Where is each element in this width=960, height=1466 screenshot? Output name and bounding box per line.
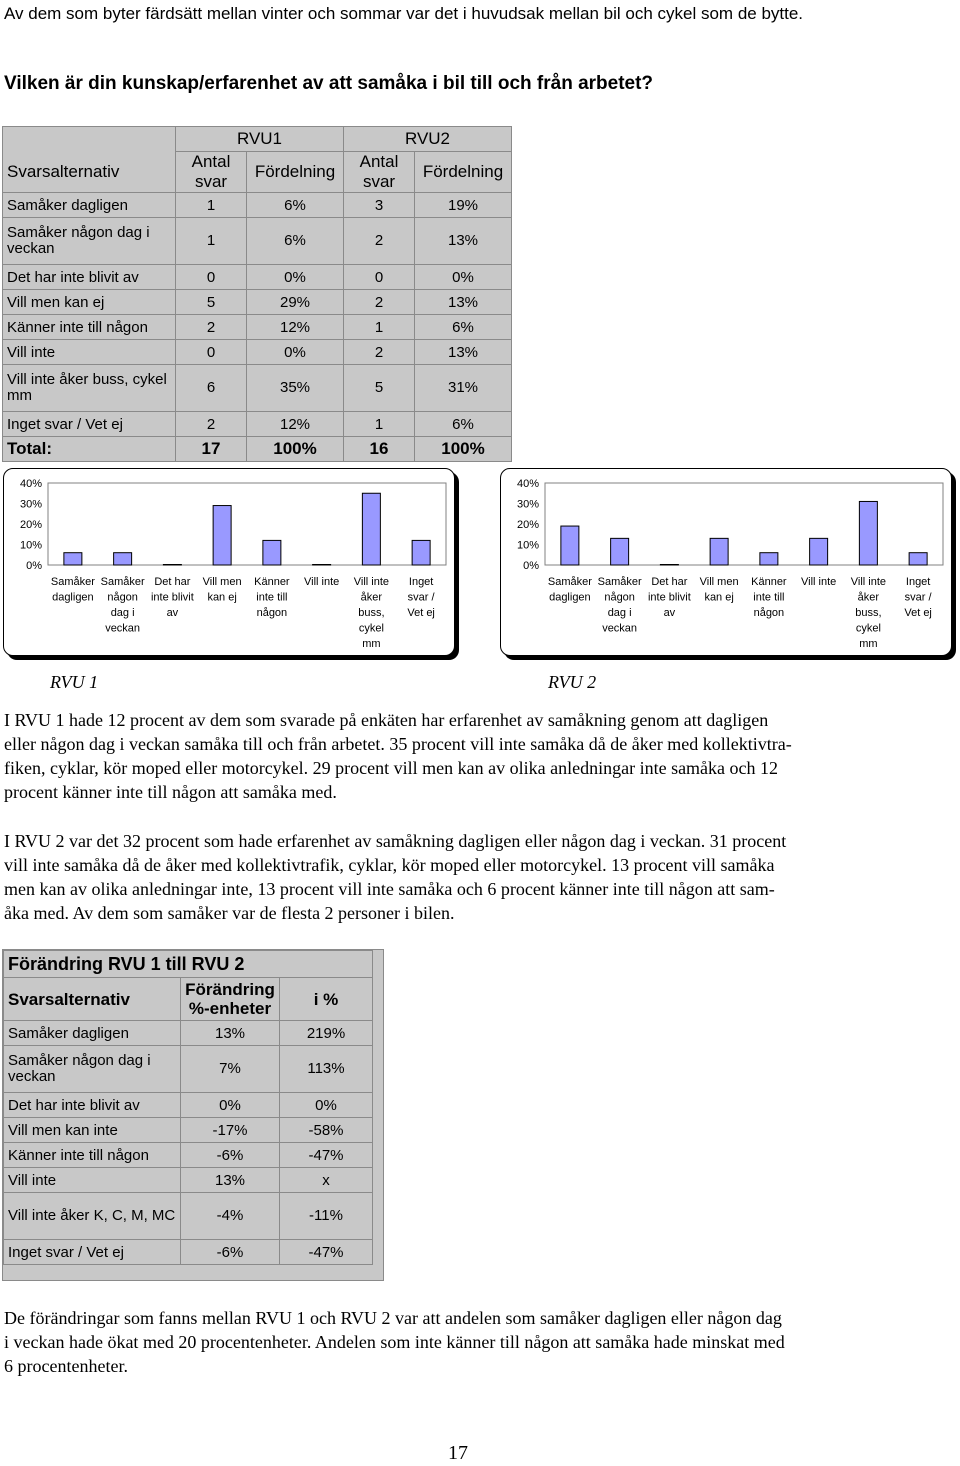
cell-dist-rvu1: 35% bbox=[247, 365, 344, 412]
bar bbox=[760, 553, 778, 565]
cell-count-rvu2: 1 bbox=[344, 412, 415, 437]
y-tick-label: 0% bbox=[523, 560, 539, 572]
bar bbox=[263, 540, 281, 565]
cell-count-rvu2: 0 bbox=[344, 265, 415, 290]
table-row bbox=[4, 1240, 373, 1265]
cell-change: 13% bbox=[181, 1021, 280, 1046]
x-tick-label: Samåker någon dag i veckan bbox=[100, 576, 145, 635]
change-table bbox=[3, 950, 373, 1265]
cell-dist-rvu1: 6% bbox=[247, 218, 344, 265]
change-col-change bbox=[181, 978, 280, 1021]
bar bbox=[213, 506, 231, 565]
cell-dist-rvu2: 6% bbox=[415, 315, 512, 340]
table1-col-dist-rvu2: Fördelning bbox=[415, 152, 512, 193]
cell-count-rvu1: 2 bbox=[176, 315, 247, 340]
cell-count-rvu1: 1 bbox=[176, 193, 247, 218]
chart-rvu1 bbox=[3, 468, 455, 656]
cell-change: 7% bbox=[181, 1046, 280, 1093]
bar bbox=[313, 565, 331, 566]
cell-pct: 0% bbox=[280, 1093, 373, 1118]
total-dist-rvu1: 100% bbox=[247, 437, 344, 462]
table1-corner bbox=[3, 127, 176, 152]
row-label: Samåker någon dag i veckan bbox=[4, 1046, 181, 1093]
row-label: Vill inte åker buss, cykel mm bbox=[3, 365, 176, 412]
paragraph-line: åka med. Av dem som samåker var de flesta 2 personer i bilen. bbox=[4, 903, 455, 923]
paragraph-line: procent känner inte till någon att samåka med. bbox=[4, 782, 337, 802]
cell-change: -17% bbox=[181, 1118, 280, 1143]
x-tick-label: Känner inte till någon bbox=[751, 576, 787, 619]
cell-dist-rvu2: 6% bbox=[415, 412, 512, 437]
cell-dist-rvu2: 13% bbox=[415, 340, 512, 365]
change-table-title: Förändring RVU 1 till RVU 2 bbox=[4, 951, 373, 978]
row-label: Samåker dagligen bbox=[3, 193, 176, 218]
y-tick-label: 0% bbox=[26, 560, 42, 572]
total-label: Total: bbox=[3, 437, 176, 462]
cell-dist-rvu1: 12% bbox=[247, 412, 344, 437]
chart-caption-rvu2: RVU 2 bbox=[548, 672, 597, 692]
cell-change: -6% bbox=[181, 1240, 280, 1265]
cell-pct: -47% bbox=[280, 1240, 373, 1265]
table-row bbox=[4, 1118, 373, 1143]
table1-col-count-rvu1: Antal svar bbox=[176, 152, 247, 193]
table-row bbox=[4, 1093, 373, 1118]
x-tick-label: Vill inte bbox=[303, 576, 340, 588]
x-tick-label: Vill men kan ej bbox=[202, 576, 242, 604]
bar bbox=[660, 565, 678, 566]
cell-dist-rvu2: 13% bbox=[415, 290, 512, 315]
total-count-rvu2: 16 bbox=[344, 437, 415, 462]
cell-count-rvu1: 2 bbox=[176, 412, 247, 437]
table1-col-dist-rvu1: Fördelning bbox=[247, 152, 344, 193]
y-tick-label: 30% bbox=[19, 498, 42, 511]
y-tick-label: 20% bbox=[516, 519, 539, 531]
table-row bbox=[3, 193, 512, 218]
cell-pct: -11% bbox=[280, 1193, 373, 1240]
table-row bbox=[3, 340, 512, 365]
cell-dist-rvu2: 31% bbox=[415, 365, 512, 412]
bar bbox=[362, 493, 380, 565]
y-tick-label: 10% bbox=[19, 539, 42, 552]
table-row bbox=[4, 1193, 373, 1240]
change-col-change-line2: %-enheter bbox=[188, 999, 272, 1018]
table-row bbox=[3, 412, 512, 437]
paragraph-line: fiken, cyklar, kör moped eller motorcykel. 29 procent vill men kan av olika anledningar inte samåka och 12 bbox=[4, 758, 779, 778]
row-label: Inget svar / Vet ej bbox=[3, 412, 176, 437]
cell-count-rvu2: 3 bbox=[344, 193, 415, 218]
plot-area bbox=[48, 483, 446, 565]
table-row bbox=[4, 1168, 373, 1193]
paragraph-line: i veckan hade ökat med 20 procentenheter. Andelen som inte känner till någon att samåka hade minskat med bbox=[4, 1332, 785, 1352]
row-label: Vill inte åker K, C, M, MC bbox=[4, 1193, 181, 1240]
bar bbox=[114, 553, 132, 565]
y-tick-label: 40% bbox=[516, 478, 539, 490]
cell-count-rvu1: 0 bbox=[176, 265, 247, 290]
x-tick-label: Vill inte åker buss, cykel mm bbox=[850, 576, 887, 650]
cell-dist-rvu2: 13% bbox=[415, 218, 512, 265]
cell-count-rvu1: 6 bbox=[176, 365, 247, 412]
cell-count-rvu2: 2 bbox=[344, 218, 415, 265]
paragraph-line: vill inte samåka då de åker med kollektivtrafik, cyklar, kör moped eller motorcykel. 13 procent vill samåka bbox=[4, 855, 775, 875]
x-tick-label: Vill inte bbox=[800, 576, 837, 588]
paragraph-rvu1 bbox=[4, 708, 944, 804]
bar bbox=[909, 553, 927, 565]
table-row bbox=[3, 218, 512, 265]
table1-col-count-rvu2: Antal svar bbox=[344, 152, 415, 193]
table-row bbox=[3, 315, 512, 340]
cell-count-rvu1: 5 bbox=[176, 290, 247, 315]
bar bbox=[163, 565, 181, 566]
cell-pct: 219% bbox=[280, 1021, 373, 1046]
chart-rvu2 bbox=[500, 468, 952, 656]
cell-dist-rvu2: 19% bbox=[415, 193, 512, 218]
table-row bbox=[3, 365, 512, 412]
bar-chart-rvu1 bbox=[4, 469, 454, 655]
change-col-change-line1: Förändring bbox=[185, 980, 275, 999]
table-row bbox=[4, 1046, 373, 1093]
x-tick-label: Inget svar / Vet ej bbox=[904, 576, 932, 619]
cell-count-rvu1: 0 bbox=[176, 340, 247, 365]
cell-dist-rvu1: 0% bbox=[247, 265, 344, 290]
cell-pct: 113% bbox=[280, 1046, 373, 1093]
paragraph-rvu2 bbox=[4, 829, 944, 925]
row-label: Inget svar / Vet ej bbox=[4, 1240, 181, 1265]
cell-count-rvu2: 5 bbox=[344, 365, 415, 412]
cell-count-rvu2: 2 bbox=[344, 290, 415, 315]
x-tick-label: Det har inte blivit av bbox=[647, 576, 691, 619]
y-tick-label: 10% bbox=[516, 539, 539, 552]
question-heading: Vilken är din kunskap/erfarenhet av att samåka i bil till och från arbetet? bbox=[4, 73, 654, 94]
cell-dist-rvu2: 0% bbox=[415, 265, 512, 290]
intro-text: Av dem som byter färdsätt mellan vinter och sommar var det i huvudsak mellan bil och cykel som de bytte. bbox=[4, 4, 804, 23]
plot-area bbox=[545, 483, 943, 565]
cell-change: 13% bbox=[181, 1168, 280, 1193]
cell-pct: x bbox=[280, 1168, 373, 1193]
x-tick-label: Det har inte blivit av bbox=[150, 576, 194, 619]
row-label: Det har inte blivit av bbox=[3, 265, 176, 290]
paragraph-line: I RVU 1 hade 12 procent av dem som svarade på enkäten har erfarenhet av samåkning genom att dagligen bbox=[4, 710, 769, 730]
change-col-pct: i % bbox=[280, 978, 373, 1021]
row-label: Känner inte till någon bbox=[4, 1143, 181, 1168]
x-tick-label: Vill inte åker buss, cykel mm bbox=[353, 576, 390, 650]
cell-count-rvu2: 2 bbox=[344, 340, 415, 365]
y-tick-label: 30% bbox=[516, 498, 539, 511]
row-label: Vill inte bbox=[3, 340, 176, 365]
survey-results-table bbox=[2, 126, 512, 462]
total-count-rvu1: 17 bbox=[176, 437, 247, 462]
y-tick-label: 20% bbox=[19, 519, 42, 531]
cell-change: -4% bbox=[181, 1193, 280, 1240]
row-label: Det har inte blivit av bbox=[4, 1093, 181, 1118]
chart-caption-rvu1: RVU 1 bbox=[50, 672, 99, 692]
row-label: Känner inte till någon bbox=[3, 315, 176, 340]
cell-dist-rvu1: 0% bbox=[247, 340, 344, 365]
x-tick-label: Samåker någon dag i veckan bbox=[597, 576, 642, 635]
bar bbox=[611, 538, 629, 565]
cell-pct: -58% bbox=[280, 1118, 373, 1143]
x-tick-label: Inget svar / Vet ej bbox=[407, 576, 435, 619]
y-tick-label: 40% bbox=[19, 478, 42, 490]
table-total-row bbox=[3, 437, 512, 462]
table-row bbox=[4, 1021, 373, 1046]
row-label: Vill men kan ej bbox=[3, 290, 176, 315]
total-dist-rvu2: 100% bbox=[415, 437, 512, 462]
paragraph-line: eller någon dag i veckan samåka till och från arbetet. 35 procent vill inte samåka då de åker med kollektivtra- bbox=[4, 734, 792, 754]
paragraph-line: De förändringar som fanns mellan RVU 1 och RVU 2 var att andelen som samåker dagligen eller någon dag bbox=[4, 1308, 782, 1328]
page-number: 17 bbox=[448, 1442, 468, 1464]
table1-col-label: Svarsalternativ bbox=[3, 152, 176, 193]
table-row bbox=[3, 290, 512, 315]
table1-group-rvu2: RVU2 bbox=[344, 127, 512, 152]
cell-pct: -47% bbox=[280, 1143, 373, 1168]
bar bbox=[412, 540, 430, 565]
table-row bbox=[4, 1143, 373, 1168]
paragraph-change bbox=[4, 1306, 944, 1378]
cell-count-rvu1: 1 bbox=[176, 218, 247, 265]
bar-chart-rvu2 bbox=[501, 469, 951, 655]
bar bbox=[710, 538, 728, 565]
cell-dist-rvu1: 6% bbox=[247, 193, 344, 218]
change-table-container bbox=[2, 949, 384, 1281]
bar bbox=[561, 526, 579, 565]
table-row bbox=[3, 265, 512, 290]
row-label: Samåker någon dag i veckan bbox=[3, 218, 176, 265]
bar bbox=[810, 538, 828, 565]
cell-change: 0% bbox=[181, 1093, 280, 1118]
table1-group-rvu1: RVU1 bbox=[176, 127, 344, 152]
bar bbox=[859, 501, 877, 565]
x-tick-label: Känner inte till någon bbox=[254, 576, 290, 619]
cell-dist-rvu1: 12% bbox=[247, 315, 344, 340]
paragraph-line: men kan av olika anledningar inte, 13 procent vill inte samåka och 6 procent känner inte till någon att sam- bbox=[4, 879, 775, 899]
x-tick-label: Samåker dagligen bbox=[547, 576, 592, 604]
cell-change: -6% bbox=[181, 1143, 280, 1168]
row-label: Vill men kan inte bbox=[4, 1118, 181, 1143]
cell-dist-rvu1: 29% bbox=[247, 290, 344, 315]
paragraph-line: 6 procentenheter. bbox=[4, 1356, 128, 1376]
cell-count-rvu2: 1 bbox=[344, 315, 415, 340]
x-tick-label: Vill men kan ej bbox=[699, 576, 739, 604]
paragraph-line: I RVU 2 var det 32 procent som hade erfarenhet av samåkning dagligen eller någon dag i veckan. 31 procent bbox=[4, 831, 787, 851]
change-col-label: Svarsalternativ bbox=[4, 978, 181, 1021]
row-label: Vill inte bbox=[4, 1168, 181, 1193]
x-tick-label: Samåker dagligen bbox=[50, 576, 95, 604]
row-label: Samåker dagligen bbox=[4, 1021, 181, 1046]
bar bbox=[64, 553, 82, 565]
